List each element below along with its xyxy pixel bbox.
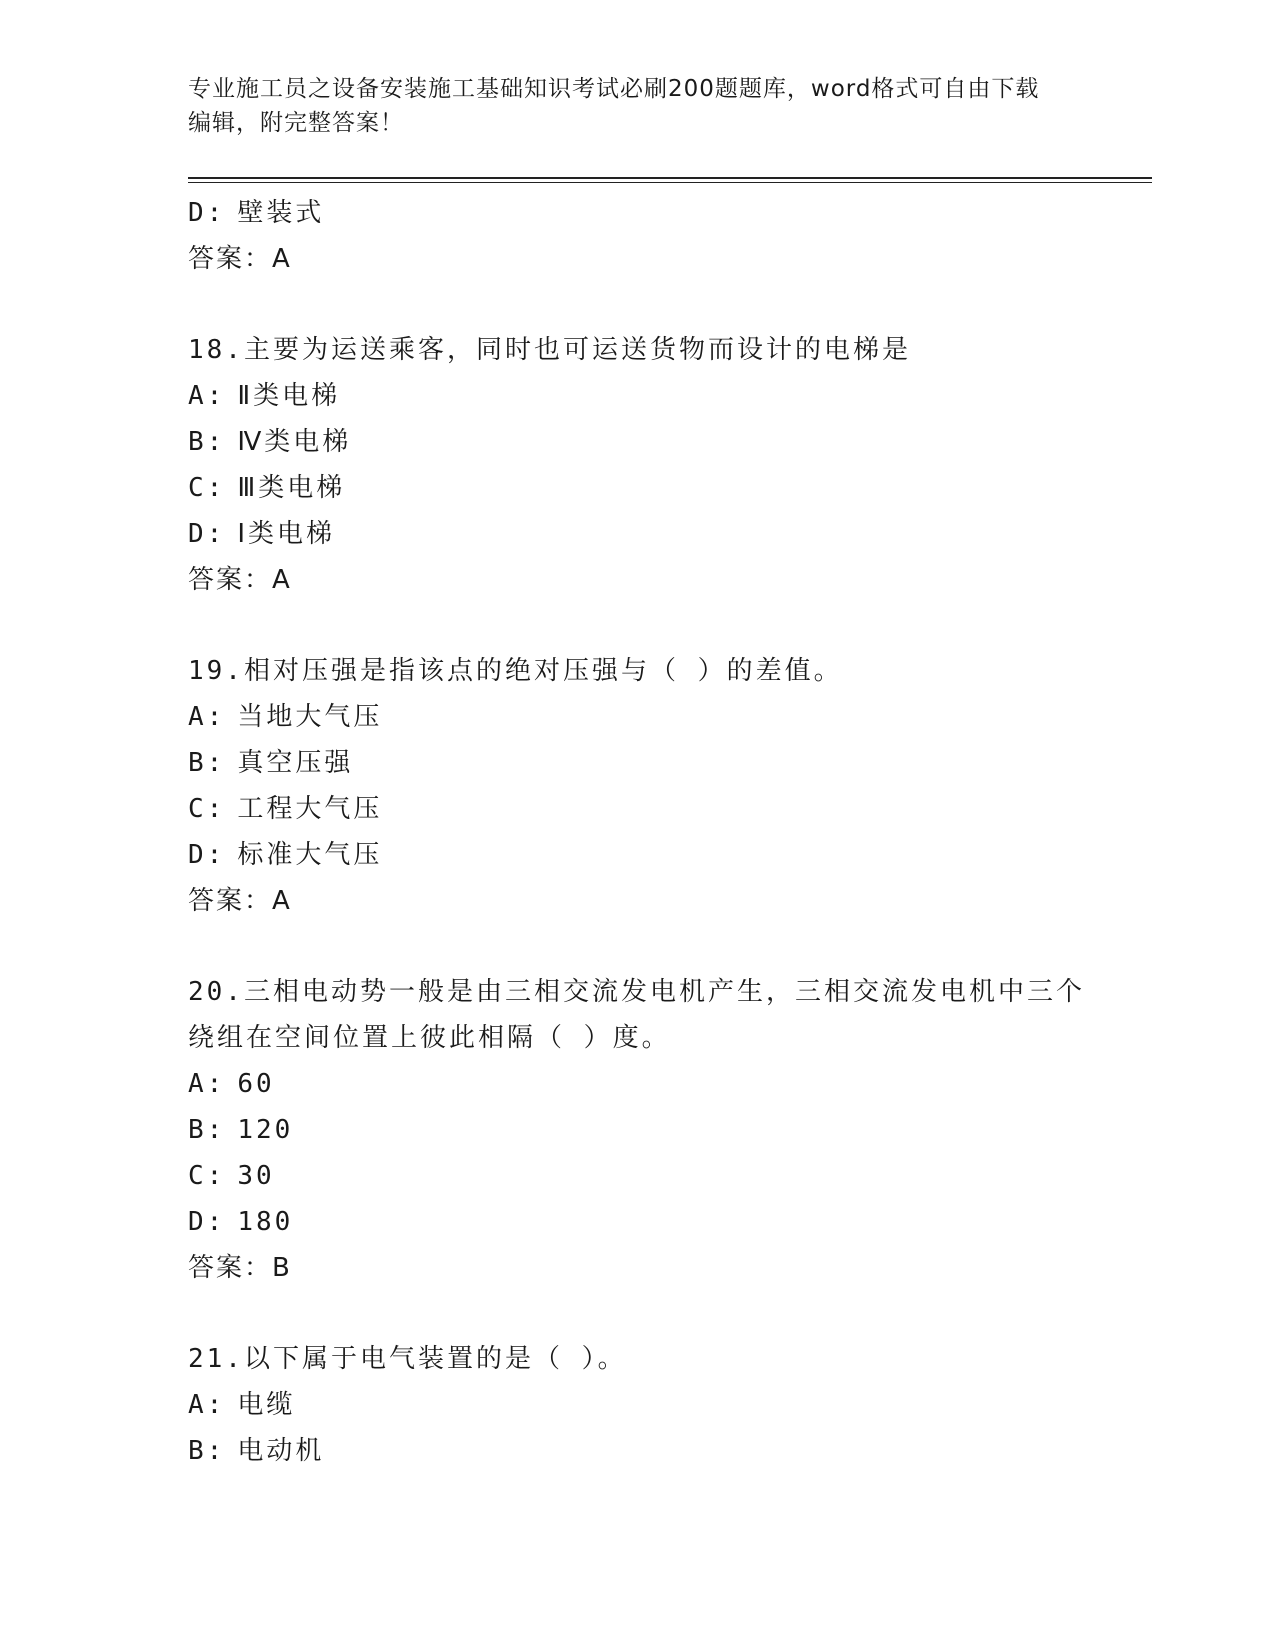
q19-stem: 19.相对压强是指该点的绝对压强与（ ）的差值。 [188, 656, 843, 686]
option-text: 电缆 [237, 1390, 296, 1420]
option-key: A: [188, 702, 226, 732]
option-text: 当地大气压 [237, 702, 383, 732]
option-text: 180 [237, 1207, 294, 1237]
q19-option-a [188, 694, 1088, 740]
option-text: 壁装式 [237, 198, 325, 228]
option-text: 电动机 [237, 1436, 325, 1466]
q18-option-c [188, 465, 1088, 511]
option-key: A: [188, 381, 226, 411]
q18-option-a [188, 373, 1088, 419]
q21-stem: 21.以下属于电气装置的是（ ）。 [188, 1344, 627, 1374]
q19-option-d [188, 832, 1088, 878]
option-text: 工程大气压 [237, 794, 383, 824]
q18-answer: 答案：A [188, 565, 292, 595]
header-line-1: 专业施工员之设备安装施工基础知识考试必刷200题题库，word格式可自由下载 [188, 76, 1040, 102]
header-rule-thin [188, 182, 1152, 183]
header-rule-thick [188, 177, 1152, 179]
option-key: C: [188, 794, 226, 824]
prev-option-d [188, 190, 1088, 236]
header-line-2: 编辑，附完整答案！ [188, 110, 404, 136]
q20-stem-line-1: 20.三相电动势一般是由三相交流发电机产生，三相交流发电机中三个 [188, 977, 1085, 1007]
question-list [188, 190, 1088, 1474]
option-text: Ⅲ类电梯 [237, 473, 346, 503]
option-text: 30 [237, 1161, 275, 1191]
q20-option-d [188, 1199, 1088, 1245]
q20-answer: 答案：B [188, 1253, 292, 1283]
q20-option-b [188, 1107, 1088, 1153]
prev-answer: 答案：A [188, 244, 292, 274]
option-key: A: [188, 1390, 226, 1420]
option-text: Ⅰ类电梯 [237, 519, 335, 549]
q18-option-d [188, 511, 1088, 557]
q19-answer: 答案：A [188, 886, 292, 916]
q18-option-b [188, 419, 1088, 465]
option-text: 标准大气压 [237, 840, 383, 870]
option-key: A: [188, 1069, 226, 1099]
option-key: C: [188, 1161, 226, 1191]
option-key: C: [188, 473, 226, 503]
option-key: B: [188, 1436, 226, 1466]
option-text: Ⅳ类电梯 [237, 427, 352, 457]
option-text: 真空压强 [237, 748, 354, 778]
option-key: D: [188, 840, 226, 870]
document-header [188, 72, 1088, 140]
q20-stem-line-2: 绕组在空间位置上彼此相隔（ ）度。 [188, 1023, 671, 1053]
q19-option-b [188, 740, 1088, 786]
q20-option-a [188, 1061, 1088, 1107]
option-text: 60 [237, 1069, 275, 1099]
option-text: 120 [237, 1115, 294, 1145]
option-key: D: [188, 198, 226, 228]
option-key: D: [188, 1207, 226, 1237]
option-text: Ⅱ类电梯 [237, 381, 341, 411]
option-key: D: [188, 519, 226, 549]
q18-stem: 18.主要为运送乘客，同时也可运送货物而设计的电梯是 [188, 335, 911, 365]
q20-option-c [188, 1153, 1088, 1199]
option-key: B: [188, 427, 226, 457]
q21-option-a [188, 1382, 1088, 1428]
option-key: B: [188, 748, 226, 778]
option-key: B: [188, 1115, 226, 1145]
q21-option-b [188, 1428, 1088, 1474]
q19-option-c [188, 786, 1088, 832]
